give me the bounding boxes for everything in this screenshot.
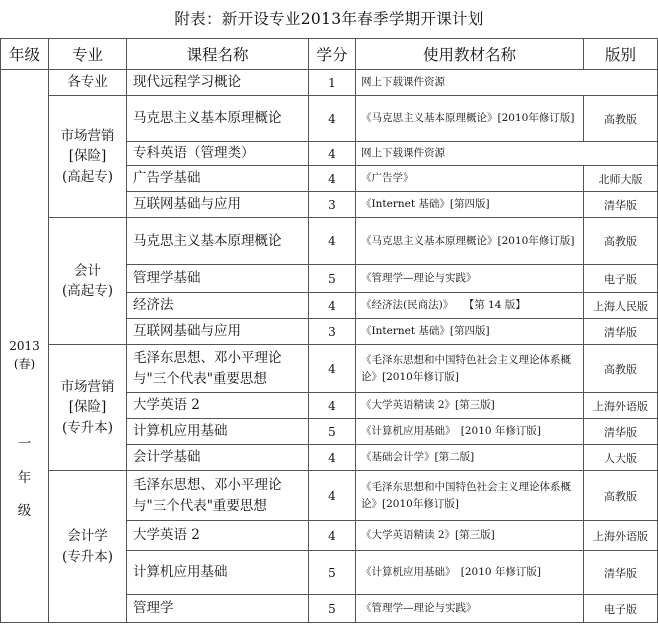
header-publisher: 版别 — [584, 39, 658, 70]
textbook: 《大学英语精读 2》[第三版] — [356, 393, 584, 419]
textbook: 《毛泽东思想和中国特色社会主义理论体系概论》[2010年修订版] — [356, 345, 584, 393]
course-name: 计算机应用基础 — [127, 551, 309, 595]
header-major: 专业 — [49, 39, 127, 70]
textbook: 《计算机应用基础》 [2010 年修订版] — [356, 419, 584, 445]
credit: 5 — [309, 265, 356, 293]
table-row — [1, 345, 658, 393]
credit: 4 — [309, 393, 356, 419]
textbook: 《基础会计学》[第二版] — [356, 445, 584, 471]
table-row — [1, 70, 658, 96]
publisher: 高教版 — [584, 218, 658, 265]
publisher: 上海外语版 — [584, 521, 658, 551]
course-name: 广告学基础 — [127, 166, 309, 192]
textbook: 《马克思主义基本原理概论》[2010年修订版] — [356, 218, 584, 265]
publisher: 清华版 — [584, 192, 658, 218]
credit: 1 — [309, 70, 356, 96]
publisher: 清华版 — [584, 419, 658, 445]
grade-cell — [1, 70, 49, 623]
textbook: 《Internet 基础》[第四版] — [356, 319, 584, 345]
course-name: 互联网基础与应用 — [127, 319, 309, 345]
course-name: 毛泽东思想、邓小平理论与"三个代表"重要思想 — [127, 471, 309, 521]
grade-level-2: 年 — [17, 469, 32, 486]
credit: 4 — [309, 445, 356, 471]
publisher: 高教版 — [584, 471, 658, 521]
textbook: 《毛泽东思想和中国特色社会主义理论体系概论》[2010年修订版] — [356, 471, 584, 521]
textbook: 网上下载课件资源 — [356, 142, 658, 166]
course-name: 大学英语 2 — [127, 521, 309, 551]
credit: 4 — [309, 142, 356, 166]
major-accounting-associate: 会计 (高起专) — [49, 218, 127, 345]
table-row — [1, 96, 658, 142]
publisher: 人大版 — [584, 445, 658, 471]
credit: 4 — [309, 471, 356, 521]
credit: 3 — [309, 319, 356, 345]
course-name: 会计学基础 — [127, 445, 309, 471]
credit: 4 — [309, 293, 356, 319]
publisher: 高教版 — [584, 96, 658, 142]
credit: 4 — [309, 96, 356, 142]
course-name: 经济法 — [127, 293, 309, 319]
course-name: 毛泽东思想、邓小平理论与"三个代表"重要思想 — [127, 345, 309, 393]
publisher: 高教版 — [584, 345, 658, 393]
publisher: 电子版 — [584, 595, 658, 623]
major-marketing-associate: 市场营销 [保险] (高起专) — [49, 96, 127, 218]
grade-season: (春) — [13, 356, 36, 371]
credit: 4 — [309, 218, 356, 265]
textbook: 《广告学》 — [356, 166, 584, 192]
credit: 4 — [309, 521, 356, 551]
publisher: 北师大版 — [584, 166, 658, 192]
credit: 5 — [309, 419, 356, 445]
course-plan-table — [0, 38, 658, 623]
course-name: 马克思主义基本原理概论 — [127, 218, 309, 265]
publisher: 清华版 — [584, 551, 658, 595]
publisher: 上海外语版 — [584, 393, 658, 419]
course-name: 专科英语（管理类） — [127, 142, 309, 166]
major-marketing-bachelor: 市场营销 [保险] (专升本) — [49, 345, 127, 471]
major-all: 各专业 — [49, 70, 127, 96]
grade-level-1: 一 — [17, 436, 32, 453]
course-name: 大学英语 2 — [127, 393, 309, 419]
page-title: 附表：新开设专业2013年春季学期开课计划 — [174, 10, 484, 28]
header-credit: 学分 — [309, 39, 356, 70]
credit: 5 — [309, 551, 356, 595]
textbook: 《管理学—理论与实践》 — [356, 265, 584, 293]
credit: 4 — [309, 345, 356, 393]
table-row — [1, 471, 658, 521]
textbook: 《Internet 基础》[第四版] — [356, 192, 584, 218]
publisher: 清华版 — [584, 319, 658, 345]
major-accounting-bachelor: 会计学 (专升本) — [49, 471, 127, 623]
course-name: 现代远程学习概论 — [127, 70, 309, 96]
textbook: 《管理学—理论与实践》 — [356, 595, 584, 623]
course-name: 马克思主义基本原理概论 — [127, 96, 309, 142]
textbook: 网上下载课件资源 — [356, 70, 658, 96]
header-course: 课程名称 — [127, 39, 309, 70]
course-name: 管理学基础 — [127, 265, 309, 293]
credit: 5 — [309, 595, 356, 623]
credit: 3 — [309, 192, 356, 218]
header-row — [1, 39, 658, 70]
grade-level-3: 级 — [17, 503, 32, 520]
header-textbook: 使用教材名称 — [356, 39, 584, 70]
grade-year: 2013 — [9, 339, 40, 354]
course-name: 计算机应用基础 — [127, 419, 309, 445]
course-name: 管理学 — [127, 595, 309, 623]
publisher: 电子版 — [584, 265, 658, 293]
publisher: 上海人民版 — [584, 293, 658, 319]
header-grade: 年级 — [1, 39, 49, 70]
textbook: 《马克思主义基本原理概论》[2010年修订版] — [356, 96, 584, 142]
course-name: 互联网基础与应用 — [127, 192, 309, 218]
credit: 4 — [309, 166, 356, 192]
table-row — [1, 218, 658, 265]
textbook: 《经济法(民商法)》 【第 14 版】 — [356, 293, 584, 319]
textbook: 《计算机应用基础》 [2010 年修订版] — [356, 551, 584, 595]
textbook: 《大学英语精读 2》[第三版] — [356, 521, 584, 551]
